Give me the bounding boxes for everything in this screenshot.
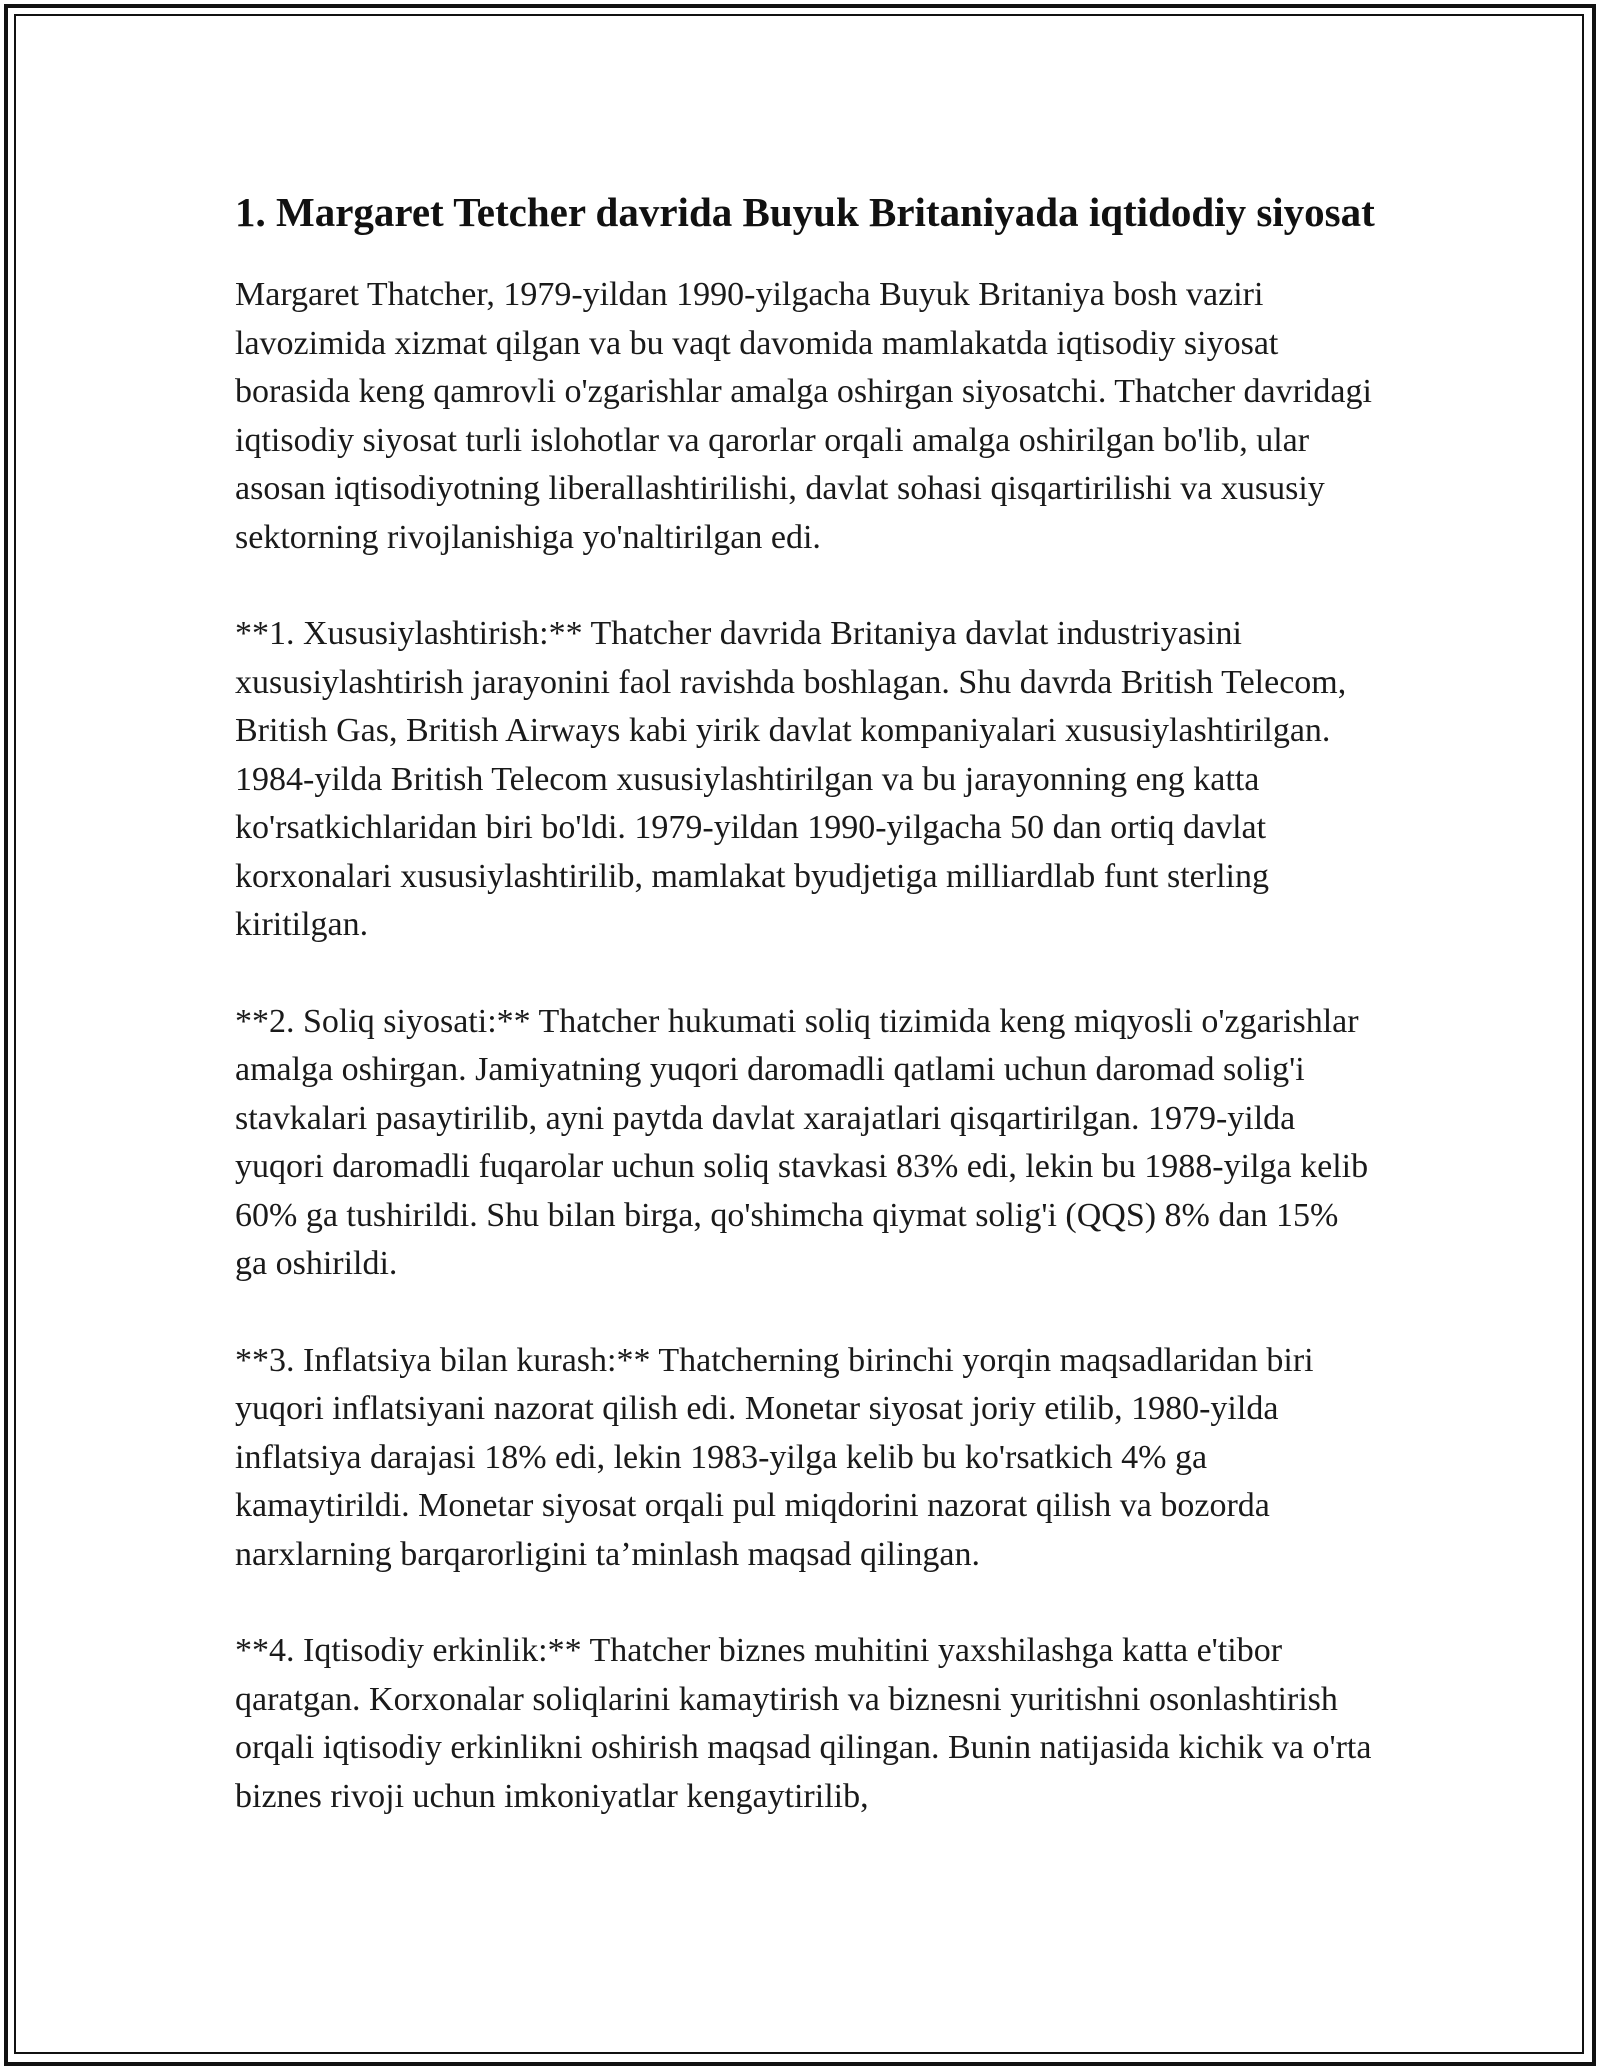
- page-title: 1. Margaret Tetcher davrida Buyuk Britaniyada iqtidodiy siyosat: [235, 189, 1375, 235]
- paragraph-tax-policy: **2. Soliq siyosati:** Thatcher hukumati soliq tizimida keng miqyosli o'zgarishlar amalga oshirgan. Jamiyatning yuqori daromadli qatlami uchun daromad solig'i stavkalari pasaytirilib, ayni paytda davlat xarajatlari qisqartirilgan. 1979-yilda yuqori daromadli fuqarolar uchun soliq stavkasi 83% edi, lekin bu 1988-yilga kelib 60% ga tushirildi. Shu bilan birga, qo'shimcha qiymat solig'i (QQS) 8% dan 15% ga oshirildi.: [235, 1002, 1369, 1282]
- document-body: [235, 185, 1375, 1869]
- paragraph-economic-freedom: **4. Iqtisodiy erkinlik:** Thatcher biznes muhitini yaxshilashga katta e'tibor qaratgan. Korxonalar soliqlarini kamaytirish va biznesni yuritishni osonlashtirish orqali iqtisodiy erkinlikni oshirish maqsad qilingan. Bunin natijasida kichik va o'rta biznes rivoji uchun imkoniyatlar kengaytirilib,: [235, 1632, 1372, 1815]
- paragraph-intro: Margaret Thatcher, 1979-yildan 1990-yilgacha Buyuk Britaniya bosh vaziri lavozimida xizmat qilgan va bu vaqt davomida mamlakatda iqtisodiy siyosat borasida keng qamrovli o'zgarishlar amalga oshirgan siyosatchi. Thatcher davridagi iqtisodiy siyosat turli islohotlar va qarorlar orqali amalga oshirilgan bo'lib, ular asosan iqtisodiyotning liberallashtirilishi, davlat sohasi qisqartirilishi va xususiy sektorning rivojlanishiga yo'naltirilgan edi.: [235, 276, 1372, 556]
- paragraph-inflation: **3. Inflatsiya bilan kurash:** Thatcherning birinchi yorqin maqsadlaridan biri yuqori inflatsiyani nazorat qilish edi. Monetar siyosat joriy etilib, 1980-yilda inflatsiya darajasi 18% edi, lekin 1983-yilga kelib bu ko'rsatkich 4% ga kamaytirildi. Monetar siyosat orqali pul miqdorini nazorat qilish va bozorda narxlarning barqarorligini ta’minlash maqsad qilingan.: [235, 1341, 1314, 1573]
- paragraph-privatization: **1. Xususiylashtirish:** Thatcher davrida Britaniya davlat industriyasini xususiylashtirish jarayonini faol ravishda boshlagan. Shu davrda British Telecom, British Gas, British Airways kabi yirik davlat kompaniyalari xususiylashtirilgan. 1984-yilda British Telecom xususiylashtirilgan va bu jarayonning eng katta ko'rsatkichlaridan biri bo'ldi. 1979-yildan 1990-yilgacha 50 dan ortiq davlat korxonalari xususiylashtirilib, mamlakat byudjetiga milliardlab funt sterling kiritilgan.: [235, 615, 1347, 943]
